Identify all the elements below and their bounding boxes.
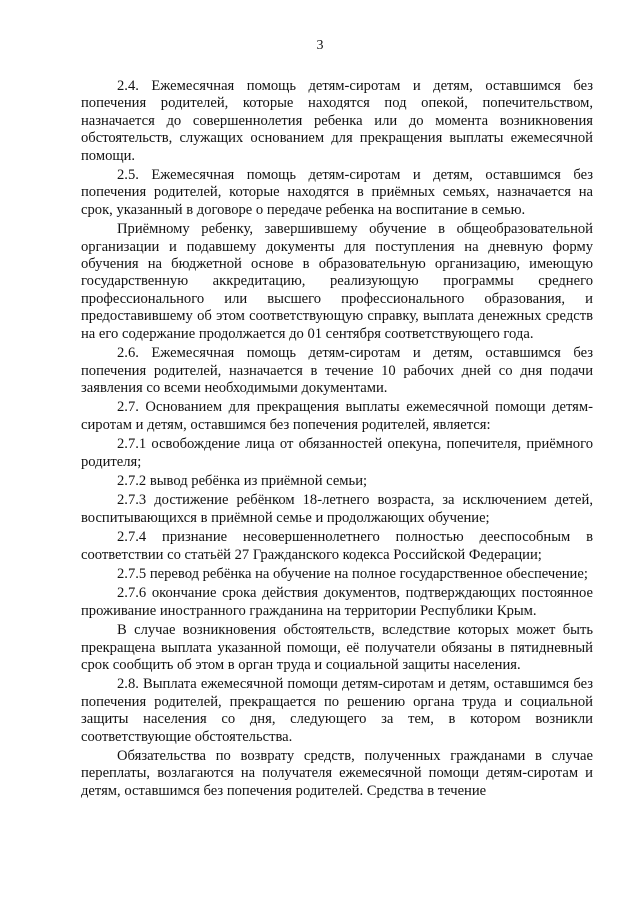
paragraph-2-6: 2.6. Ежемесячная помощь детям-сиротам и детям, оставшимся без попечения родителей, назначается в течение 10 рабочих дней со дня подачи заявления со всеми необходимыми документами. — [81, 345, 593, 396]
paragraph-2-7-6: 2.7.6 окончание срока действия документов, подтверждающих постоянное проживание иностранного гражданина на территории Республики Крым. — [81, 585, 593, 619]
paragraph-2-7-2: 2.7.2 вывод ребёнка из приёмной семьи; — [117, 472, 368, 489]
paragraph-2-7-5: 2.7.5 перевод ребёнка на обучение на полное государственное обеспечение; — [117, 565, 588, 582]
paragraph-2-7-4: 2.7.4 признание несовершеннолетнего полностью дееспособным в соответствии со статьёй 27 Гражданского кодекса Российской Федерации; — [81, 529, 593, 563]
paragraph-2-5: 2.5. Ежемесячная помощь детям-сиротам и детям, оставшимся без попечения родителей, которые находятся в приёмных семьях, назначается на срок, указанный в договоре о передаче ребенка на воспитание в семью. — [81, 167, 593, 218]
paragraph-2-4: 2.4. Ежемесячная помощь детям-сиротам и детям, оставшимся без попечения родителей, которые находятся под опекой, попечительством, назначается до совершеннолетия ребенка или до момента возникновения обстоятельств, служащих основанием для прекращения выплаты ежемесячной помощи. — [81, 78, 593, 164]
paragraph-2-7: 2.7. Основанием для прекращения выплаты ежемесячной помощи детям-сиротам и детям, оставшимся без попечения родителей, является: — [81, 399, 593, 433]
paragraph-notification: В случае возникновения обстоятельств, вследствие которых может быть прекращена выплата указанной помощи, её получатели обязаны в пятидневный срок сообщить об этом в орган труда и социальной защиты населения. — [81, 622, 593, 673]
paragraph-2-7-3: 2.7.3 достижение ребёнком 18-летнего возраста, за исключением детей, воспитывающихся в приёмной семье и продолжающих обучение; — [81, 492, 593, 526]
paragraph-overpayment: Обязательства по возврату средств, полученных гражданами в случае переплаты, возлагаются на получателя ежемесячной помощи детям-сиротам и детям, оставшимся без попечения родителей. Средства в течение — [81, 748, 593, 799]
page-number: 3 — [316, 38, 324, 53]
paragraph-2-7-1: 2.7.1 освобождение лица от обязанностей опекуна, попечителя, приёмного родителя; — [81, 436, 593, 470]
paragraph-foster-child: Приёмному ребенку, завершившему обучение в общеобразовательной организации и подавшему документы для поступления на дневную форму обучения на бюджетной основе в образовательную организацию, имеющую государственную аккредитацию, реализующую программы среднего профессионального или высшего профессионального образования, и предоставившему об этом соответствующую справку, выплата денежных средств на его содержание продолжается до 01 сентября соответствующего года. — [81, 221, 593, 342]
document-body — [81, 78, 593, 800]
paragraph-2-8: 2.8. Выплата ежемесячной помощи детям-сиротам и детям, оставшимся без попечения родителей, прекращается по решению органа труда и социальной защиты населения со дня, следующего за тем, в котором возникли соответствующие обстоятельства. — [81, 676, 593, 745]
